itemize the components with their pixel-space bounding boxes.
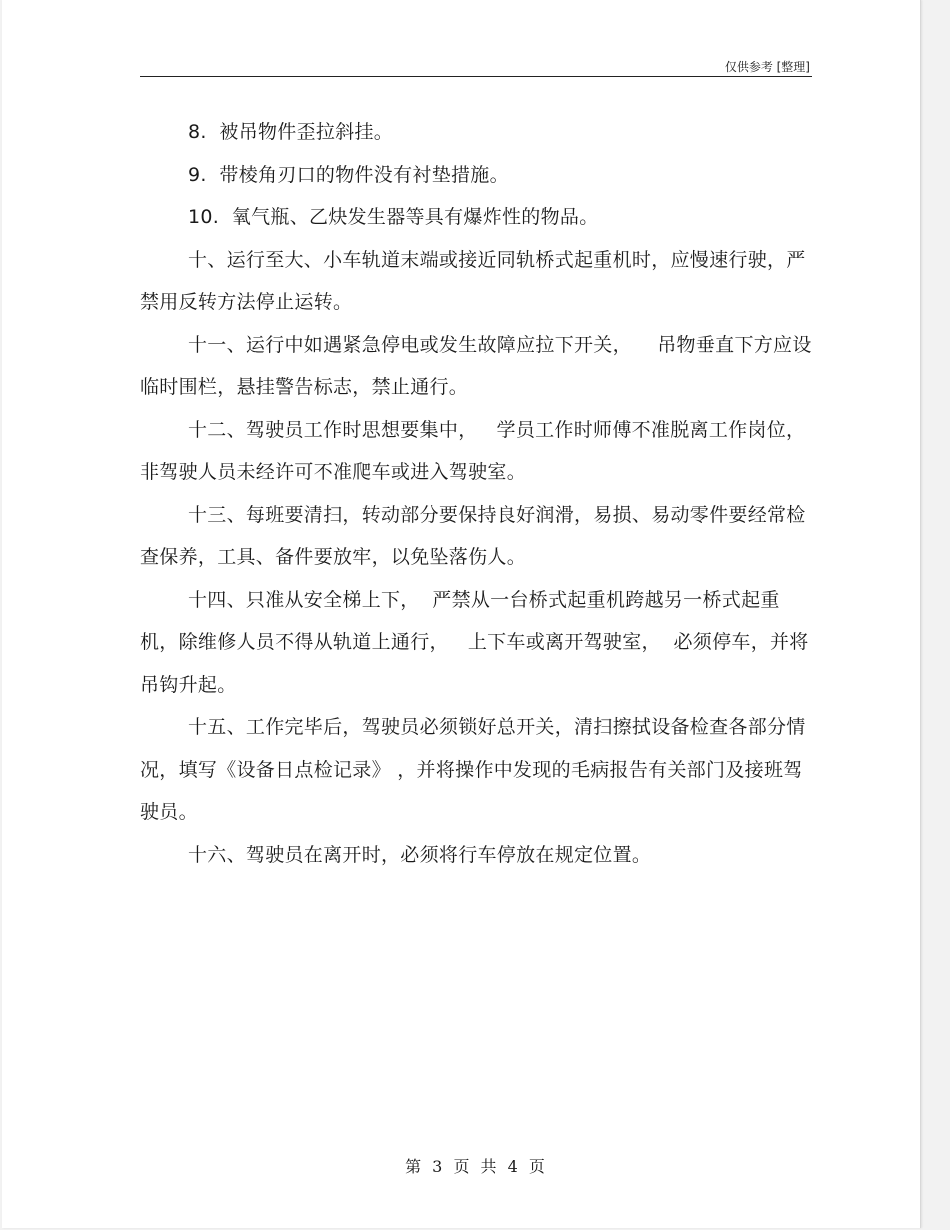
paragraph-rule-15: 十五、工作完毕后，驾驶员必须锁好总开关，清扫擦拭设备检查各部分情况，填写《设备日点检记录》 ，并将操作中发现的毛病报告有关部门及接班驾驶员。 [140,716,806,823]
paragraph-rule-13: 十三、每班要清扫，转动部分要保持良好润滑，易损、易动零件要经常检查保养，工具、备件要放牢，以免坠落伤人。 [140,503,806,568]
header-divider [140,76,812,77]
paragraph-item-8: 8. 被吊物件歪拉斜挂。 [188,121,394,143]
page-number-footer: 第 3 页 共 4 页 [405,1157,545,1176]
paragraph-item-9: 9. 带棱角刃口的物件没有衬垫措施。 [188,163,509,186]
document-body [140,111,812,876]
paragraph-item-10: 10. 氧气瓶、乙炔发生器等具有爆炸性的物品。 [188,206,599,228]
paragraph-rule-14: 十四、只准从安全梯上下， 严禁从一台桥式起重机跨越另一桥式起重机，除维修人员不得从轨道上通行， 上下车或离开驾驶室， 必须停车，并将吊钩升起。 [140,588,809,696]
paragraph-rule-12: 十二、驾驶员工作时思想要集中， 学员工作时师傅不准脱离工作岗位，非驾驶人员未经许可不准爬车或进入驾驶室。 [140,418,806,483]
paragraph-rule-16: 十六、驾驶员在离开时，必须将行车停放在规定位置。 [188,843,652,866]
paragraph-rule-11: 十一、运行中如遇紧急停电或发生故障应拉下开关， 吊物垂直下方应设临时围栏，悬挂警告标志，禁止通行。 [140,333,812,398]
paragraph-rule-10: 十、运行至大、小车轨道末端或接近同轨桥式起重机时，应慢速行驶，严禁用反转方法停止运转。 [140,248,806,313]
document-page [2,0,921,1228]
header-note: 仅供参考 [整理] [724,60,810,74]
